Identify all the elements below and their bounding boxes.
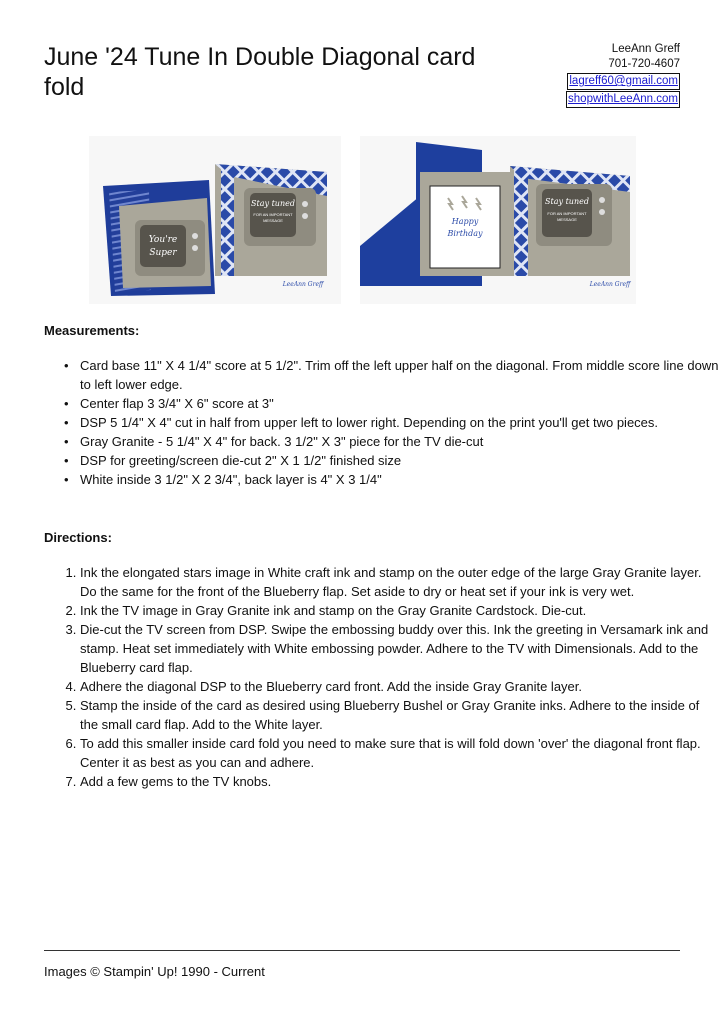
list-item: • Gray Granite - 5 1/4" X 4" for back. 3 1/2" X 3" piece for the TV die-cut (80, 432, 720, 451)
measurements-list (44, 356, 720, 489)
step-item: 1. Ink the elongated stars image in White craft ink and stamp on the outer edge of the large Gray Granite layer. Do the same for the front of the Blueberry flap. Set aside to dry or heat set if your ink is very wet. (80, 563, 720, 601)
directions-heading: Directions: (44, 530, 112, 545)
footer-copyright: Images © Stampin' Up! 1990 - Current (44, 964, 265, 979)
signature-watermark: LeeAnn Greff (282, 281, 324, 288)
tv2-text-1: Stay tuned (251, 199, 295, 208)
email-link[interactable]: lagreff60@gmail.com (567, 73, 680, 90)
website-link[interactable]: shopwithLeeAnn.com (566, 91, 680, 108)
contact-block (566, 42, 680, 108)
step-item: 4. Adhere the diagonal DSP to the Blueberry card front. Add the inside Gray Granite layer. (80, 677, 720, 696)
phone-number: 701-720-4607 (608, 58, 680, 70)
card-inside-illustration (360, 136, 636, 304)
card-photo-inside (360, 136, 636, 304)
list-item: • Center flap 3 3/4" X 6" score at 3" (80, 394, 720, 413)
list-item: • Card base 11" X 4 1/4" score at 5 1/2". Trim off the left upper half on the diagonal. From middle score line down to left lower edge. (80, 356, 720, 394)
step-item: 6. To add this smaller inside card fold you need to make sure that is will fold down 'over' the diagonal front flap. Center it as best as you can and adhere. (80, 734, 720, 772)
tv1-text-1: You're (148, 235, 178, 245)
measurements-heading: Measurements: (44, 323, 140, 338)
tv-text-2: FOR AN IMPORTANT (547, 211, 587, 216)
tv1-text-2: Super (149, 248, 177, 258)
inside-text-2: Birthday (447, 229, 483, 238)
directions-list (44, 563, 720, 791)
signature-watermark-2: LeeAnn Greff (589, 281, 631, 288)
step-item: 3. Die-cut the TV screen from DSP. Swipe the embossing buddy over this. Ink the greeting in Versamark ink and stamp. Heat set immediately with White embossing powder. Adhere to the TV with Dimensionals. Add to the Blueberry card flap. (80, 620, 720, 677)
list-item: • White inside 3 1/2" X 2 3/4", back layer is 4" X 3 1/4" (80, 470, 720, 489)
tv2-text-2: FOR AN IMPORTANT (253, 212, 293, 217)
page-title: June '24 Tune In Double Diagonal card fold (44, 43, 476, 101)
tv-text-1: Stay tuned (545, 197, 589, 206)
card-front-illustration (89, 136, 341, 304)
author-name: LeeAnn Greff (611, 43, 680, 55)
list-item: • DSP 5 1/4" X 4" cut in half from upper left to lower right. Depending on the print you'll get two pieces. (80, 413, 720, 432)
tv2-text-3: MESSAGE (263, 218, 283, 223)
step-item: 2. Ink the TV image in Gray Granite ink and stamp on the Gray Granite Cardstock. Die-cut. (80, 601, 720, 620)
inside-text-1: Happy (451, 217, 479, 226)
step-item: 7. Add a few gems to the TV knobs. (80, 772, 720, 791)
step-item: 5. Stamp the inside of the card as desired using Blueberry Bushel or Gray Granite inks. Adhere to the inside of the small card flap. Add to the White layer. (80, 696, 720, 734)
list-item: • DSP for greeting/screen die-cut 2" X 1 1/2" finished size (80, 451, 720, 470)
footer-divider (44, 950, 680, 951)
card-photo-front (89, 136, 341, 304)
tv-text-3: MESSAGE (557, 217, 577, 222)
